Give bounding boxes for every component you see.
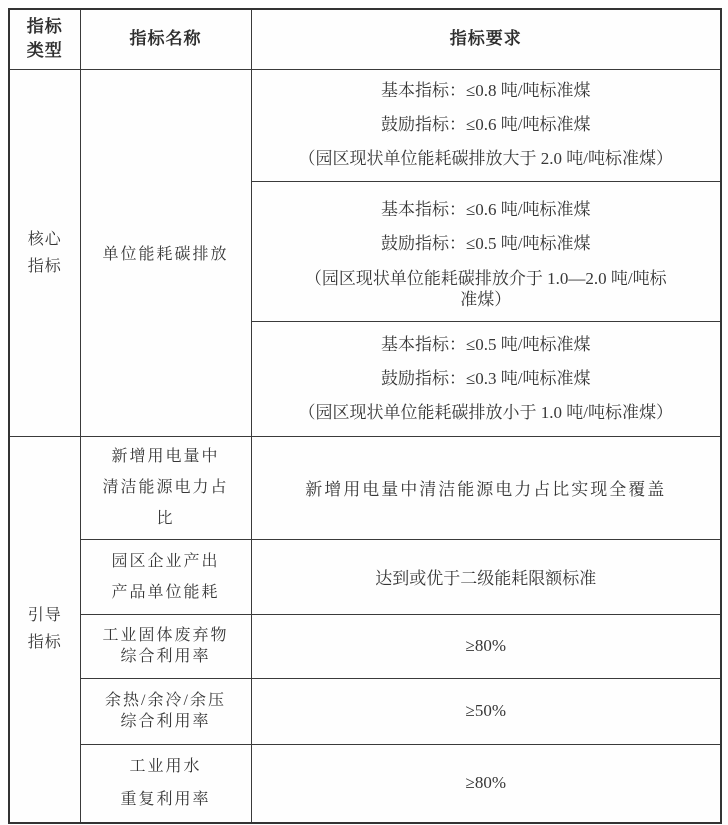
name-line: 工业用水 <box>129 758 202 776</box>
name-line: 综合利用率 <box>120 713 211 730</box>
guide-req-cell-2: 达到或优于二级能耗限额标准 <box>251 539 721 614</box>
core-req-cell-3 <box>251 321 721 436</box>
core-type-line1: 核心 <box>27 230 62 248</box>
guide-name-cell-5 <box>80 744 251 823</box>
name-line: 综合利用率 <box>120 648 211 665</box>
core-section-1-row <box>9 69 721 181</box>
header-type-line2: 类型 <box>26 41 63 61</box>
guide-type-line2: 指标 <box>27 634 62 652</box>
name-line: 比 <box>156 510 175 527</box>
guide-row-5 <box>9 744 721 823</box>
guide-row-2 <box>9 539 721 614</box>
name-line: 产品单位能耗 <box>111 583 220 601</box>
core-type-cell <box>9 69 80 436</box>
note-block <box>256 268 717 310</box>
core-req-cell-1 <box>251 69 721 181</box>
indicator-table <box>8 8 722 824</box>
incentive-indicator-line: 鼓励指标：≤0.3 吨/吨标准煤 <box>380 368 591 388</box>
name-line: 新增用电量中 <box>111 448 220 465</box>
header-cell-indicator-requirement: 指标要求 <box>251 9 721 69</box>
note-line: （园区现状单位能耗碳排放介于 1.0—2.0 吨/吨标 <box>304 268 667 288</box>
guide-name-cell-1 <box>80 436 251 539</box>
basic-indicator-line: 基本指标：≤0.8 吨/吨标准煤 <box>380 81 591 100</box>
basic-indicator-line: 基本指标：≤0.6 吨/吨标准煤 <box>380 199 591 219</box>
note-line: 准煤） <box>460 289 512 309</box>
name-line: 工业固体废弃物 <box>102 627 229 644</box>
guide-name-cell-3 <box>80 614 251 678</box>
name-line: 余热/余冷/余压 <box>105 692 226 709</box>
guide-req-cell-5: ≥80% <box>251 744 721 823</box>
guide-row-1 <box>9 436 721 539</box>
note-line: （园区现状单位能耗碳排放大于 2.0 吨/吨标准煤） <box>298 149 673 168</box>
guide-req-cell-1: 新增用电量中清洁能源电力占比实现全覆盖 <box>251 436 721 539</box>
name-line: 重复利用率 <box>120 791 211 809</box>
header-type-line1: 指标 <box>26 17 63 37</box>
name-line: 园区企业产出 <box>111 552 220 570</box>
guide-row-3 <box>9 614 721 678</box>
incentive-indicator-line: 鼓励指标：≤0.6 吨/吨标准煤 <box>380 115 591 134</box>
guide-name-cell-2 <box>80 539 251 614</box>
header-cell-indicator-type <box>9 9 80 69</box>
guide-type-cell <box>9 436 80 823</box>
incentive-indicator-line: 鼓励指标：≤0.5 吨/吨标准煤 <box>380 233 591 253</box>
header-cell-indicator-name: 指标名称 <box>80 9 251 69</box>
core-name-cell: 单位能耗碳排放 <box>80 69 251 436</box>
note-line: （园区现状单位能耗碳排放小于 1.0 吨/吨标准煤） <box>298 402 673 422</box>
table-header-row <box>9 9 721 69</box>
guide-type-line1: 引导 <box>27 607 62 625</box>
core-req-cell-2 <box>251 181 721 321</box>
name-line: 清洁能源电力占 <box>102 479 229 496</box>
guide-req-cell-3: ≥80% <box>251 614 721 678</box>
guide-req-cell-4: ≥50% <box>251 678 721 744</box>
core-type-line2: 指标 <box>27 257 62 275</box>
guide-name-cell-4 <box>80 678 251 744</box>
guide-row-4 <box>9 678 721 744</box>
basic-indicator-line: 基本指标：≤0.5 吨/吨标准煤 <box>380 334 591 354</box>
